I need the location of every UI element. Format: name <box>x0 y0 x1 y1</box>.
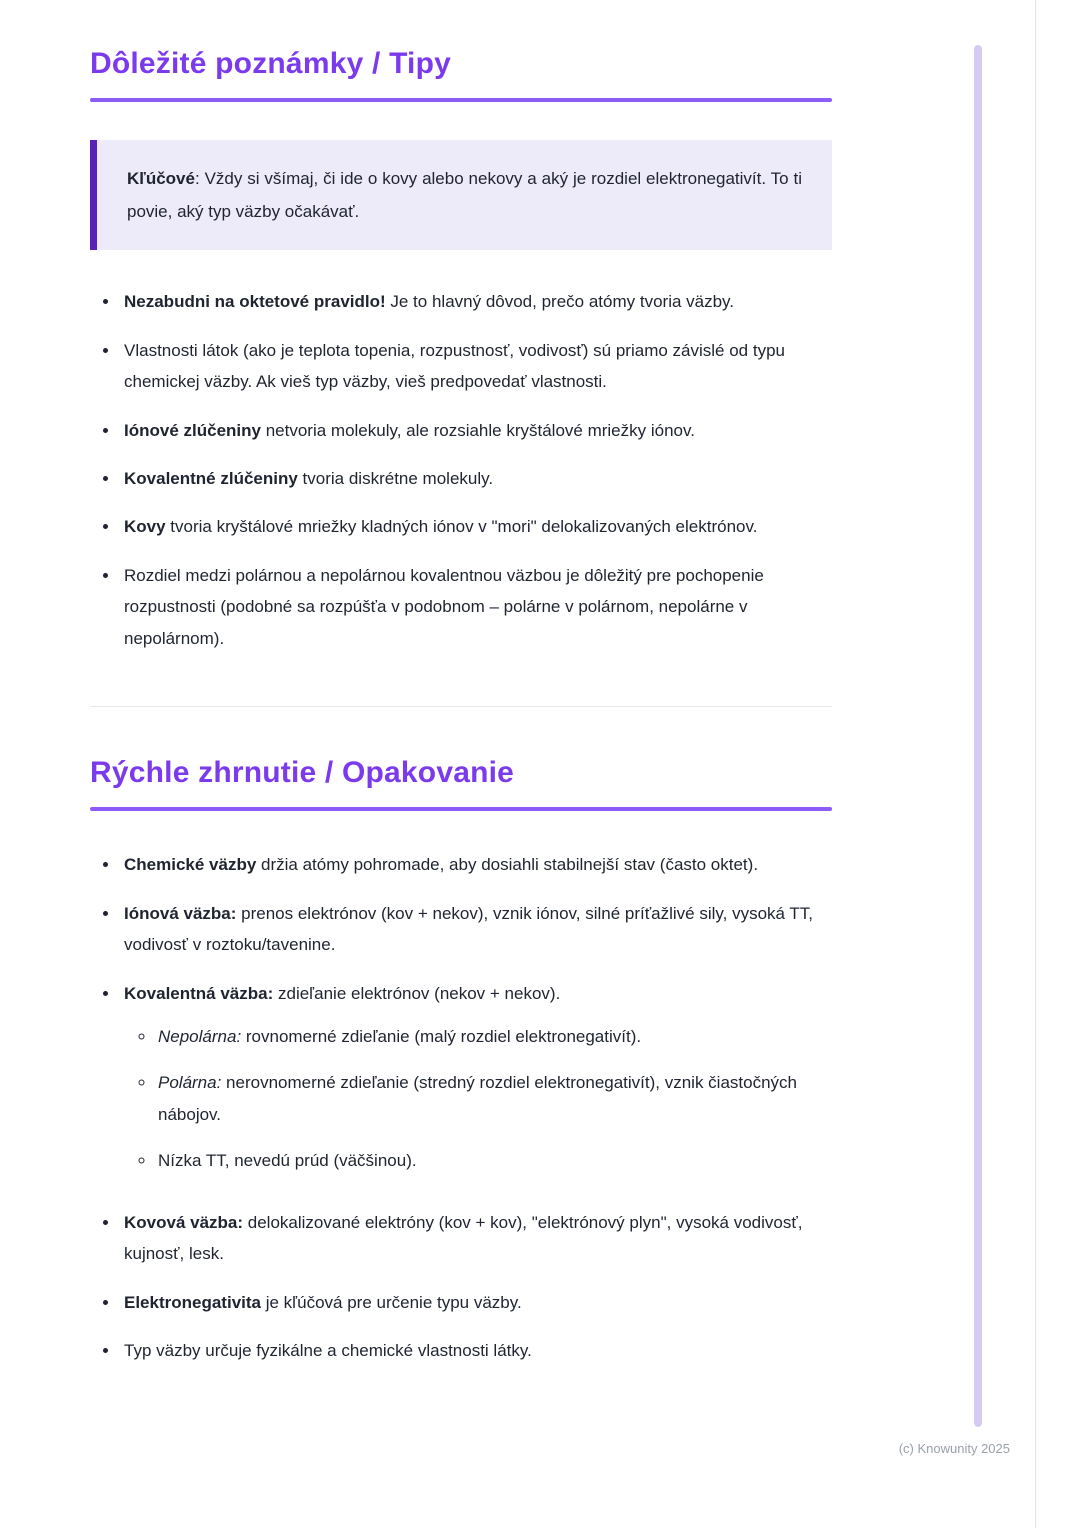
list-item <box>156 1021 832 1052</box>
list-item <box>156 1145 832 1176</box>
footer-credit: (c) Knowunity 2025 <box>898 1441 1010 1456</box>
text-segment: držia atómy pohromade, aby dosiahli stabilnejší stav (často oktet). <box>256 855 759 875</box>
list-item <box>156 1067 832 1130</box>
text-segment: Elektronegativita <box>124 1292 261 1312</box>
key-callout <box>90 140 832 250</box>
text-segment: Kovalentná väzba: <box>124 983 274 1003</box>
text-segment: delokalizované elektróny (kov + kov), "elektrónový plyn", vysoká vodivosť, kujnosť, lesk. <box>124 1212 803 1264</box>
list-item <box>120 898 832 961</box>
text-segment: tvoria kryštálové mriežky kladných iónov v "mori" delokalizovaných elektrónov. <box>165 517 758 537</box>
summary-section-title: Rýchle zhrnutie / Opakovanie <box>90 756 515 790</box>
text-segment: Kovová väzba: <box>124 1212 244 1232</box>
scrollbar-thumb[interactable] <box>974 45 982 1427</box>
text-segment: Nezabudni na oktetové pravidlo! <box>124 292 386 312</box>
text-segment: tvoria diskrétne molekuly. <box>297 469 494 489</box>
list-item <box>120 463 832 494</box>
text-segment: prenos elektrónov (kov + nekov), vznik iónov, silné príťažlivé sily, vysoká TT, vodivosť v roztoku/tavenine. <box>124 903 814 955</box>
text-segment: je kľúčová pre určenie typu väzby. <box>261 1292 522 1312</box>
list-item <box>120 1207 832 1270</box>
list-item <box>120 560 832 654</box>
text-segment: zdieľanie elektrónov (nekov + nekov). <box>273 983 561 1003</box>
text-segment: Typ väzby určuje fyzikálne a chemické vlastnosti látky. <box>124 1341 532 1361</box>
title-underline <box>90 807 832 811</box>
list-item <box>120 1287 832 1318</box>
sub-list <box>124 1021 832 1177</box>
title-underline <box>90 98 832 102</box>
text-segment: Nízka TT, nevedú prúd (väčšinou). <box>158 1151 417 1171</box>
notes-bullet-list <box>90 286 832 654</box>
list-item <box>120 849 832 880</box>
list-item <box>120 511 832 542</box>
notes-section-title: Dôležité poznámky / Tipy <box>90 47 451 80</box>
text-segment: rovnomerné zdieľanie (malý rozdiel elektronegativít). <box>241 1026 642 1046</box>
text-segment: Vlastnosti látok (ako je teplota topenia, rozpustnosť, vodivosť) sú priamo závislé od typu chemickej väzby. Ak vieš typ väzby, vieš predpovedať vlastnosti. <box>124 340 785 392</box>
text-segment: nerovnomerné zdieľanie (stredný rozdiel elektronegativít), vznik čiastočných nábojov. <box>158 1073 798 1124</box>
list-item <box>120 1335 832 1366</box>
text-segment: Polárna: <box>158 1073 222 1093</box>
list-item <box>120 978 832 1177</box>
notes-section <box>90 46 832 654</box>
summary-bullet-list <box>90 849 832 1366</box>
text-segment: Je to hlavný dôvod, prečo atómy tvoria väzby. <box>385 292 735 312</box>
document-content <box>90 46 832 1383</box>
text-segment: netvoria molekuly, ale rozsiahle kryštálové mriežky iónov. <box>260 420 695 440</box>
text-segment: Kovy <box>124 517 166 537</box>
summary-section <box>90 755 832 1366</box>
text-segment: Kovalentné zlúčeniny <box>124 469 298 489</box>
list-item <box>120 286 832 317</box>
text-segment: Chemické väzby <box>124 855 257 875</box>
list-item <box>120 415 832 446</box>
text-segment: Nepolárna: <box>158 1026 242 1046</box>
list-item <box>120 335 832 398</box>
callout-text <box>127 162 802 228</box>
text-segment: Kľúčové <box>127 169 195 188</box>
text-segment: Iónová väzba: <box>124 903 237 923</box>
page-edge-line <box>1035 0 1036 1528</box>
text-segment: : Vždy si všímaj, či ide o kovy alebo nekovy a aký je rozdiel elektronegativít. To ti povie, aký typ väzby očakávať. <box>127 169 802 222</box>
section-divider <box>90 706 832 707</box>
text-segment: Rozdiel medzi polárnou a nepolárnou kovalentnou väzbou je dôležitý pre pochopenie rozpustnosti (podobné sa rozpúšťa v podobnom – polárne v polárnom, nepolárne v nepolárnom). <box>124 565 764 648</box>
text-segment: Iónové zlúčeniny <box>124 420 261 440</box>
